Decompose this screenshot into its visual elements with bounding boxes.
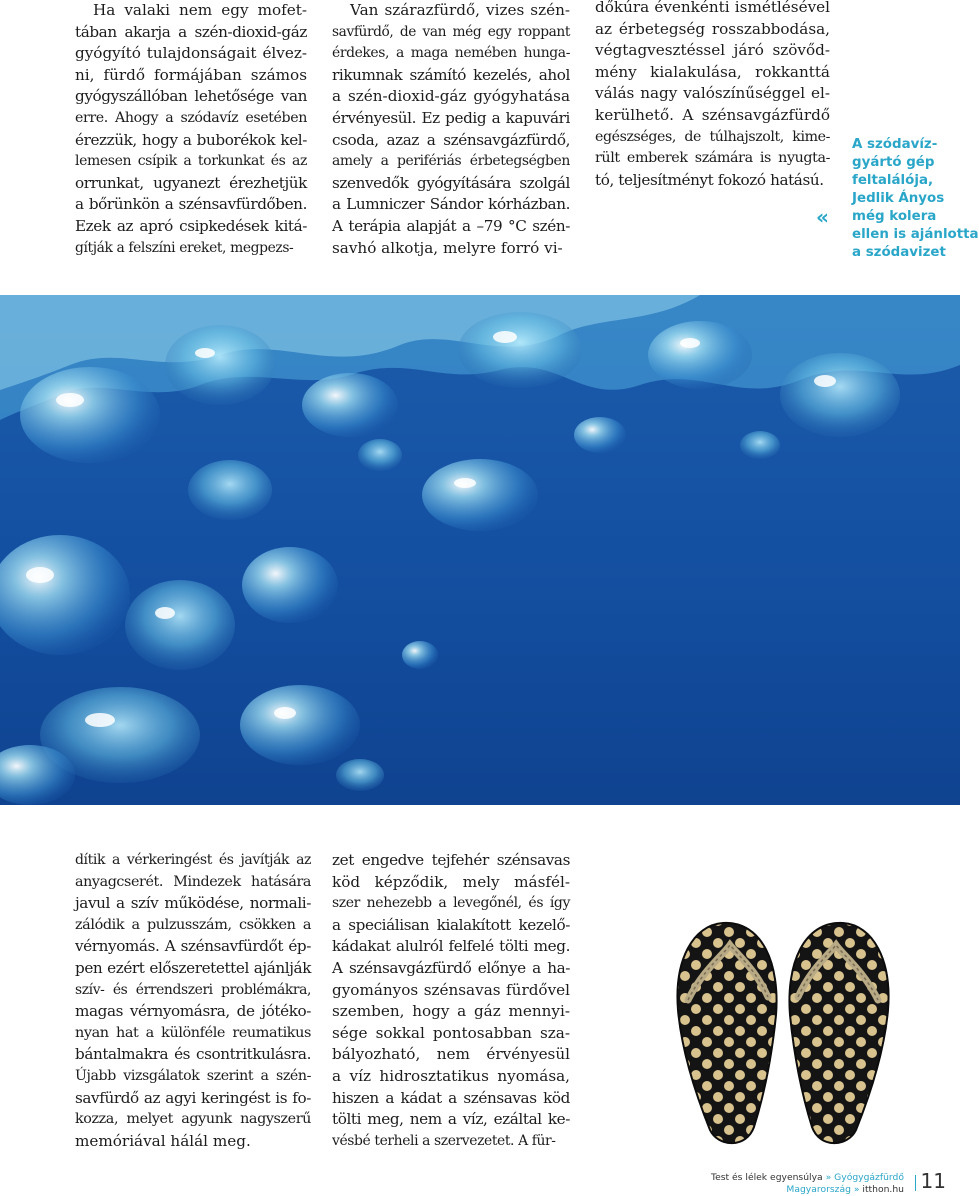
polka-dot-flip-flops-photo [668,915,898,1153]
text-line: szív- és érrendszeri problémákra, [75,981,311,998]
text-line: vérnyomás. A szénsavfürdőt ép- [75,937,311,956]
text-line: Ezek az apró csipkedések kitá- [75,216,307,235]
pull-quote-line: ellen is ajánlotta [852,227,979,242]
text-line: vésbé terheli a szervezetet. A für- [332,1132,556,1149]
text-line: erre. Ahogy a szódavíz esetében [75,109,307,126]
quote-mark-icon: « [816,205,829,229]
text-line: a víz hidrosztatikus nyomása, [332,1066,570,1085]
text-line: lemesen csípik a torkunkat és az [75,153,307,170]
text-line: Van szárazfürdő, vizes szén- [350,1,570,19]
text-line: tó, teljesítményt fokozó hatású. [595,170,824,189]
text-line: savfürdő az agyi keringést is fo- [75,1088,311,1107]
pull-quote-line: a szódavizet [852,245,946,260]
text-line: memóriával hálál meg. [75,1131,251,1150]
text-line: orrunkat, ugyanezt érezhetjük [75,173,307,192]
text-line: amely a perifériás érbetegségben [332,153,570,170]
text-line: érvényesül. Ez pedig a kapuvári [332,108,570,127]
text-line: kozza, melyet agyunk nagyszerű [75,1111,311,1128]
text-line: gyógyszállóban lehetősége van [75,87,307,106]
footer-credits [711,1172,904,1196]
pull-quote [852,136,979,262]
text-line: tában akarja a szén-dioxid-gáz [75,22,307,41]
text-line: sége sokkal pontosabban sza- [332,1023,570,1042]
text-line: mény kialakulása, rokkanttá [595,62,830,81]
text-line: a Lumniczer Sándor kórházban. [332,195,570,214]
footer-series: Test és lélek egyensúlya [711,1172,823,1183]
text-line: magas vérnyomásra, de jótéko- [75,1002,311,1021]
text-line: rült emberek számára is nyugta- [595,150,830,167]
text-line: érezzük, hogy a buborékok kel- [75,130,307,149]
text-line: gyógyító tulajdonságait élvez- [75,44,307,63]
text-line: egészséges, de túlhajszolt, kime- [595,128,830,145]
text-line: a bőrünkön a szénsavfürdőben. [75,195,307,214]
text-line: Újabb vizsgálatok szerint a szén- [75,1067,311,1084]
footer-country: Magyarország [786,1184,851,1195]
text-line: válás nagy valószínűséggel el- [595,84,830,103]
text-line: nyan hat a különféle reumatikus [75,1024,311,1041]
text-line: dítik a vérkeringést és javítják az [75,852,311,868]
text-line: dőkúra évenkénti ismétlésével [595,0,830,16]
text-line: Ha valaki nem egy mofet- [93,1,307,19]
text-line: szenvedők gyógyítására szolgál [332,173,570,192]
footer-url: itthon.hu [862,1184,904,1195]
page-number: 11 [920,1169,946,1193]
footer-separator: » [853,1184,860,1195]
text-line: anyagcserét. Mindezek hatására [75,873,311,890]
pull-quote-line: Jedlik Ányos [852,191,945,206]
text-line: savhó alkotja, melyre forró vi- [332,238,563,257]
article-column-4 [75,850,311,1152]
footer-section: Gyógygázfürdő [834,1172,904,1183]
text-line: a speciálisan kialakított kezelő- [332,915,570,934]
text-line: zet engedve tejfehér szénsavas [332,851,570,869]
text-line: kerülhető. A szénsavgázfürdő [595,105,830,124]
text-line: bántalmakra és csontritkulásra. [75,1045,311,1064]
text-line: savfürdő, de van még egy roppant [332,23,570,40]
text-line: végtagvesztéssel járó szövőd- [595,41,830,60]
text-line: gyományos szénsavas fürdővel [332,980,570,999]
pull-quote-line: még kolera [852,209,937,224]
text-line: köd képződik, mely másfél- [332,872,570,891]
text-line: ni, fürdő formájában számos [75,65,307,84]
text-line: hiszen a kádat a szénsavas köd [332,1088,570,1107]
article-column-3 [595,0,830,191]
article-column-2 [332,0,570,259]
article-column-1 [75,0,307,259]
text-line: szemben, hogy a gáz mennyi- [332,1002,570,1021]
text-line: tölti meg, nem a víz, ezáltal ke- [332,1110,570,1129]
text-line: A terápia alapját a –79 °C szén- [332,216,570,235]
footer-separator: » [825,1172,832,1183]
footer-divider [915,1175,916,1191]
water-bubbles-photo [0,295,960,805]
text-line: zálódik a pulzusszám, csökken a [75,916,311,933]
text-line: érdekes, a maga nemében hunga- [332,45,570,62]
article-column-5 [332,850,570,1152]
text-line: pen ezért előszeretettel ajánlják [75,958,311,977]
text-line: A szénsavgázfürdő előnye a ha- [332,958,570,977]
pull-quote-line: gyártó gép [852,155,935,170]
text-line: rikumnak számító kezelés, ahol [332,65,570,84]
pull-quote-line: feltalálója, [852,173,934,188]
text-line: az érbetegség rosszabbodása, [595,19,830,38]
pull-quote-line: A szódavíz- [852,137,938,152]
text-line: gítják a felszíni ereket, megpezs- [75,239,294,256]
text-line: kádakat alulról felfelé tölti meg. [332,937,570,956]
text-line: bályozható, nem érvényesül [332,1045,570,1064]
text-line: szer nehezebb a levegőnél, és így [332,895,570,912]
text-line: csoda, azaz a szénsavgázfürdő, [332,130,570,149]
text-line: javul a szív működése, normali- [75,894,311,913]
text-line: a szén-dioxid-gáz gyógyhatása [332,87,570,106]
